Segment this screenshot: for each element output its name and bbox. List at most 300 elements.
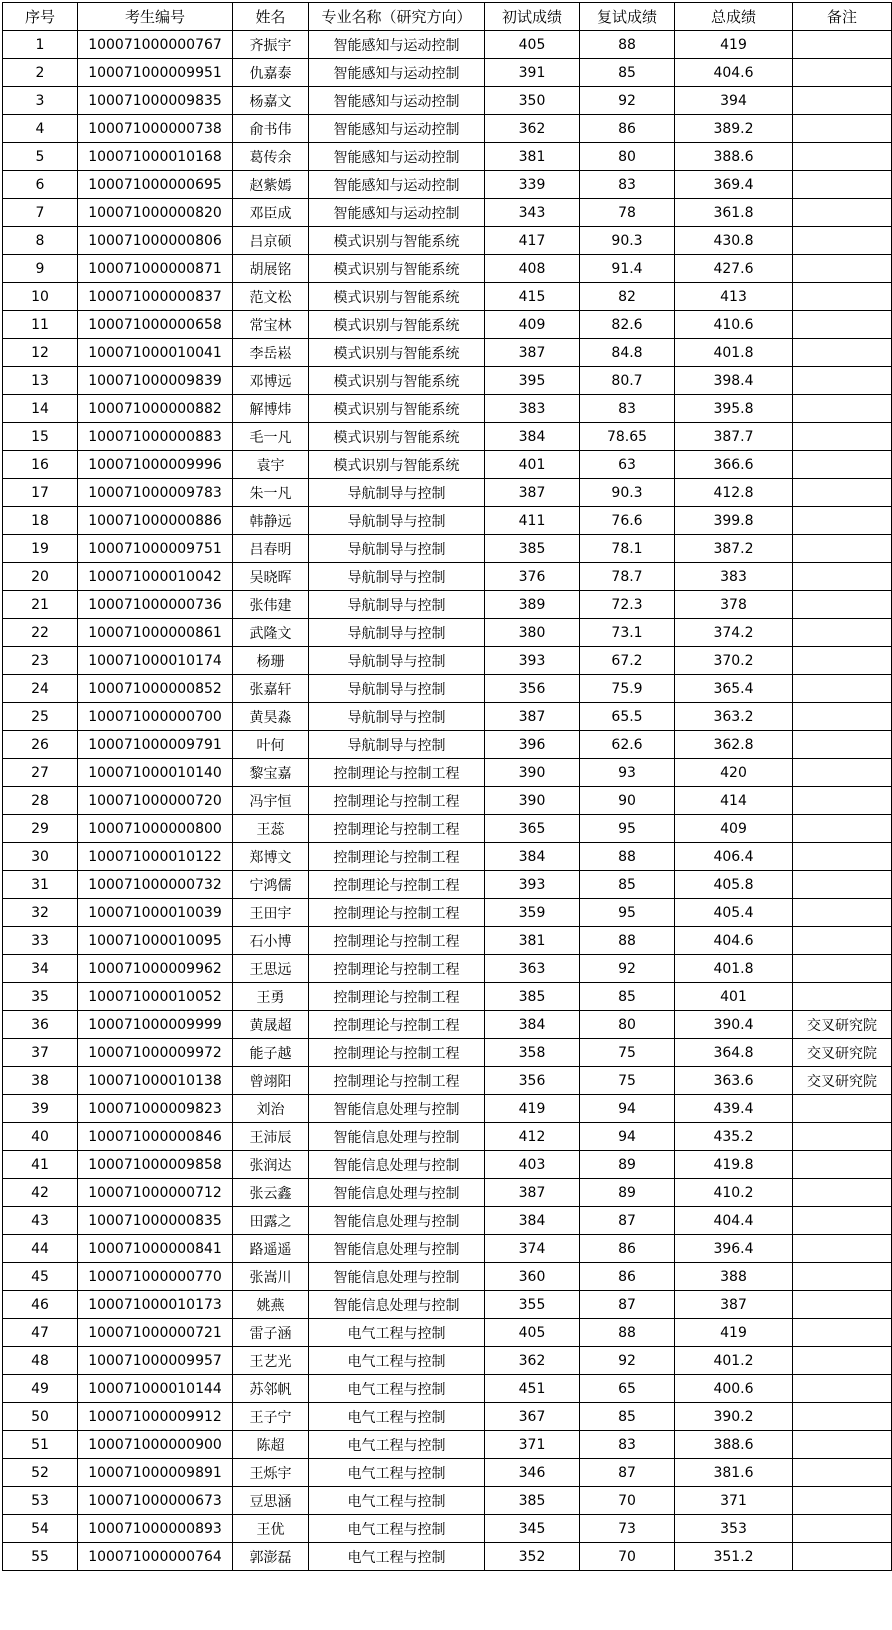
cell-total-score: 435.2 — [675, 1123, 793, 1151]
cell-retest-score: 95 — [580, 815, 675, 843]
cell-candidate-id: 100071000010042 — [78, 563, 233, 591]
cell-remarks — [793, 1431, 892, 1459]
table-row — [3, 423, 892, 451]
cell-name: 张润达 — [233, 1151, 309, 1179]
cell-name: 常宝林 — [233, 311, 309, 339]
cell-candidate-id: 100071000000820 — [78, 199, 233, 227]
table-row — [3, 871, 892, 899]
cell-name: 王烁宇 — [233, 1459, 309, 1487]
cell-major: 智能感知与运动控制 — [309, 59, 485, 87]
cell-major: 智能信息处理与控制 — [309, 1207, 485, 1235]
cell-candidate-id: 100071000010052 — [78, 983, 233, 1011]
table-row — [3, 451, 892, 479]
cell-candidate-id: 100071000010041 — [78, 339, 233, 367]
cell-total-score: 370.2 — [675, 647, 793, 675]
cell-total-score: 388.6 — [675, 143, 793, 171]
cell-total-score: 390.4 — [675, 1011, 793, 1039]
cell-major: 智能感知与运动控制 — [309, 87, 485, 115]
cell-index: 28 — [3, 787, 78, 815]
cell-major: 智能信息处理与控制 — [309, 1235, 485, 1263]
header-prelim-score: 初试成绩 — [485, 3, 580, 31]
cell-candidate-id: 100071000000770 — [78, 1263, 233, 1291]
table-row — [3, 759, 892, 787]
cell-remarks — [793, 479, 892, 507]
cell-index: 23 — [3, 647, 78, 675]
cell-prelim-score: 355 — [485, 1291, 580, 1319]
cell-retest-score: 94 — [580, 1095, 675, 1123]
cell-remarks — [793, 395, 892, 423]
cell-retest-score: 88 — [580, 1319, 675, 1347]
cell-name: 张嘉轩 — [233, 675, 309, 703]
cell-major: 控制理论与控制工程 — [309, 871, 485, 899]
cell-remarks — [793, 227, 892, 255]
cell-candidate-id: 100071000000732 — [78, 871, 233, 899]
cell-index: 33 — [3, 927, 78, 955]
table-body — [3, 31, 892, 1571]
cell-prelim-score: 362 — [485, 115, 580, 143]
cell-index: 25 — [3, 703, 78, 731]
cell-total-score: 420 — [675, 759, 793, 787]
cell-candidate-id: 100071000000806 — [78, 227, 233, 255]
cell-retest-score: 90 — [580, 787, 675, 815]
cell-candidate-id: 100071000009823 — [78, 1095, 233, 1123]
cell-candidate-id: 100071000010174 — [78, 647, 233, 675]
cell-retest-score: 84.8 — [580, 339, 675, 367]
cell-index: 35 — [3, 983, 78, 1011]
table-row — [3, 1431, 892, 1459]
cell-prelim-score: 358 — [485, 1039, 580, 1067]
table-row — [3, 927, 892, 955]
cell-total-score: 374.2 — [675, 619, 793, 647]
cell-candidate-id: 100071000009957 — [78, 1347, 233, 1375]
cell-remarks: 交叉研究院 — [793, 1039, 892, 1067]
cell-index: 18 — [3, 507, 78, 535]
cell-retest-score: 87 — [580, 1207, 675, 1235]
table-row — [3, 955, 892, 983]
cell-index: 26 — [3, 731, 78, 759]
cell-total-score: 412.8 — [675, 479, 793, 507]
cell-prelim-score: 356 — [485, 1067, 580, 1095]
table-row — [3, 703, 892, 731]
cell-candidate-id: 100071000009751 — [78, 535, 233, 563]
cell-candidate-id: 100071000000886 — [78, 507, 233, 535]
cell-remarks — [793, 423, 892, 451]
cell-prelim-score: 359 — [485, 899, 580, 927]
cell-remarks — [793, 731, 892, 759]
table-row — [3, 199, 892, 227]
cell-retest-score: 75.9 — [580, 675, 675, 703]
cell-candidate-id: 100071000010138 — [78, 1067, 233, 1095]
table-row — [3, 591, 892, 619]
cell-name: 豆思涵 — [233, 1487, 309, 1515]
cell-remarks — [793, 507, 892, 535]
cell-remarks — [793, 1347, 892, 1375]
cell-total-score: 395.8 — [675, 395, 793, 423]
cell-candidate-id: 100071000009835 — [78, 87, 233, 115]
cell-retest-score: 87 — [580, 1291, 675, 1319]
cell-retest-score: 92 — [580, 87, 675, 115]
cell-name: 吕春明 — [233, 535, 309, 563]
cell-name: 姚燕 — [233, 1291, 309, 1319]
table-row — [3, 1123, 892, 1151]
cell-index: 16 — [3, 451, 78, 479]
cell-major: 控制理论与控制工程 — [309, 1039, 485, 1067]
cell-remarks — [793, 1123, 892, 1151]
cell-index: 11 — [3, 311, 78, 339]
cell-index: 19 — [3, 535, 78, 563]
table-row — [3, 31, 892, 59]
cell-candidate-id: 100071000009858 — [78, 1151, 233, 1179]
cell-index: 17 — [3, 479, 78, 507]
cell-index: 15 — [3, 423, 78, 451]
table-row — [3, 59, 892, 87]
cell-major: 模式识别与智能系统 — [309, 339, 485, 367]
cell-major: 模式识别与智能系统 — [309, 283, 485, 311]
cell-total-score: 427.6 — [675, 255, 793, 283]
cell-retest-score: 65 — [580, 1375, 675, 1403]
cell-major: 控制理论与控制工程 — [309, 1011, 485, 1039]
cell-total-score: 399.8 — [675, 507, 793, 535]
cell-name: 解博炜 — [233, 395, 309, 423]
cell-total-score: 410.6 — [675, 311, 793, 339]
cell-prelim-score: 385 — [485, 983, 580, 1011]
cell-total-score: 401.8 — [675, 955, 793, 983]
cell-prelim-score: 376 — [485, 563, 580, 591]
cell-remarks: 交叉研究院 — [793, 1011, 892, 1039]
cell-name: 吴晓晖 — [233, 563, 309, 591]
cell-retest-score: 92 — [580, 955, 675, 983]
cell-major: 智能信息处理与控制 — [309, 1291, 485, 1319]
cell-prelim-score: 396 — [485, 731, 580, 759]
cell-candidate-id: 100071000009996 — [78, 451, 233, 479]
cell-major: 导航制导与控制 — [309, 479, 485, 507]
cell-major: 模式识别与智能系统 — [309, 255, 485, 283]
cell-candidate-id: 100071000009839 — [78, 367, 233, 395]
cell-total-score: 398.4 — [675, 367, 793, 395]
cell-index: 31 — [3, 871, 78, 899]
cell-prelim-score: 360 — [485, 1263, 580, 1291]
cell-prelim-score: 381 — [485, 143, 580, 171]
cell-retest-score: 83 — [580, 395, 675, 423]
cell-index: 6 — [3, 171, 78, 199]
cell-remarks: 交叉研究院 — [793, 1067, 892, 1095]
cell-total-score: 404.6 — [675, 59, 793, 87]
cell-major: 模式识别与智能系统 — [309, 451, 485, 479]
table-row — [3, 311, 892, 339]
cell-total-score: 353 — [675, 1515, 793, 1543]
cell-remarks — [793, 367, 892, 395]
cell-remarks — [793, 87, 892, 115]
cell-name: 郭澎磊 — [233, 1543, 309, 1571]
table-row — [3, 395, 892, 423]
cell-major: 控制理论与控制工程 — [309, 815, 485, 843]
cell-remarks — [793, 983, 892, 1011]
cell-candidate-id: 100071000000837 — [78, 283, 233, 311]
cell-major: 电气工程与控制 — [309, 1543, 485, 1571]
cell-retest-score: 91.4 — [580, 255, 675, 283]
cell-remarks — [793, 1235, 892, 1263]
cell-retest-score: 80.7 — [580, 367, 675, 395]
cell-total-score: 366.6 — [675, 451, 793, 479]
cell-name: 武隆文 — [233, 619, 309, 647]
cell-remarks — [793, 843, 892, 871]
cell-total-score: 383 — [675, 563, 793, 591]
cell-name: 仇嘉泰 — [233, 59, 309, 87]
cell-remarks — [793, 1403, 892, 1431]
cell-retest-score: 83 — [580, 171, 675, 199]
cell-index: 12 — [3, 339, 78, 367]
cell-prelim-score: 391 — [485, 59, 580, 87]
cell-total-score: 371 — [675, 1487, 793, 1515]
cell-prelim-score: 403 — [485, 1151, 580, 1179]
cell-name: 袁宇 — [233, 451, 309, 479]
cell-index: 49 — [3, 1375, 78, 1403]
cell-candidate-id: 100071000000883 — [78, 423, 233, 451]
cell-total-score: 401 — [675, 983, 793, 1011]
cell-name: 黎宝嘉 — [233, 759, 309, 787]
cell-candidate-id: 100071000009891 — [78, 1459, 233, 1487]
cell-index: 48 — [3, 1347, 78, 1375]
table-row — [3, 1375, 892, 1403]
cell-index: 54 — [3, 1515, 78, 1543]
cell-remarks — [793, 563, 892, 591]
cell-index: 50 — [3, 1403, 78, 1431]
cell-name: 石小博 — [233, 927, 309, 955]
cell-prelim-score: 405 — [485, 31, 580, 59]
cell-prelim-score: 390 — [485, 787, 580, 815]
cell-prelim-score: 411 — [485, 507, 580, 535]
cell-prelim-score: 384 — [485, 843, 580, 871]
cell-index: 53 — [3, 1487, 78, 1515]
cell-major: 导航制导与控制 — [309, 619, 485, 647]
cell-major: 控制理论与控制工程 — [309, 927, 485, 955]
cell-candidate-id: 100071000000736 — [78, 591, 233, 619]
cell-major: 电气工程与控制 — [309, 1487, 485, 1515]
cell-total-score: 381.6 — [675, 1459, 793, 1487]
cell-retest-score: 90.3 — [580, 227, 675, 255]
cell-name: 能子越 — [233, 1039, 309, 1067]
table-row — [3, 1179, 892, 1207]
cell-index: 51 — [3, 1431, 78, 1459]
table-row — [3, 339, 892, 367]
cell-candidate-id: 100071000000900 — [78, 1431, 233, 1459]
cell-total-score: 388.6 — [675, 1431, 793, 1459]
cell-total-score: 363.2 — [675, 703, 793, 731]
cell-remarks — [793, 255, 892, 283]
cell-prelim-score: 343 — [485, 199, 580, 227]
cell-major: 智能信息处理与控制 — [309, 1151, 485, 1179]
cell-remarks — [793, 647, 892, 675]
cell-major: 控制理论与控制工程 — [309, 983, 485, 1011]
cell-remarks — [793, 199, 892, 227]
cell-name: 王田宇 — [233, 899, 309, 927]
cell-remarks — [793, 1543, 892, 1571]
cell-remarks — [793, 1515, 892, 1543]
cell-index: 1 — [3, 31, 78, 59]
cell-retest-score: 88 — [580, 927, 675, 955]
table-row — [3, 1487, 892, 1515]
cell-major: 控制理论与控制工程 — [309, 843, 485, 871]
cell-major: 模式识别与智能系统 — [309, 227, 485, 255]
cell-candidate-id: 100071000009912 — [78, 1403, 233, 1431]
cell-remarks — [793, 1095, 892, 1123]
cell-index: 42 — [3, 1179, 78, 1207]
cell-prelim-score: 390 — [485, 759, 580, 787]
cell-remarks — [793, 1291, 892, 1319]
cell-total-score: 362.8 — [675, 731, 793, 759]
cell-index: 2 — [3, 59, 78, 87]
cell-total-score: 400.6 — [675, 1375, 793, 1403]
cell-retest-score: 92 — [580, 1347, 675, 1375]
table-header — [3, 3, 892, 31]
cell-candidate-id: 100071000010140 — [78, 759, 233, 787]
cell-candidate-id: 100071000010122 — [78, 843, 233, 871]
cell-major: 智能信息处理与控制 — [309, 1179, 485, 1207]
cell-name: 葛传余 — [233, 143, 309, 171]
table-row — [3, 843, 892, 871]
cell-index: 14 — [3, 395, 78, 423]
cell-name: 宁鸿儒 — [233, 871, 309, 899]
cell-retest-score: 86 — [580, 1263, 675, 1291]
cell-candidate-id: 100071000000712 — [78, 1179, 233, 1207]
cell-major: 智能感知与运动控制 — [309, 199, 485, 227]
cell-candidate-id: 100071000000800 — [78, 815, 233, 843]
cell-retest-score: 70 — [580, 1543, 675, 1571]
table-row — [3, 1207, 892, 1235]
cell-major: 模式识别与智能系统 — [309, 311, 485, 339]
cell-retest-score: 82.6 — [580, 311, 675, 339]
cell-major: 导航制导与控制 — [309, 535, 485, 563]
cell-total-score: 361.8 — [675, 199, 793, 227]
cell-total-score: 365.4 — [675, 675, 793, 703]
cell-name: 王思远 — [233, 955, 309, 983]
table-row — [3, 143, 892, 171]
cell-prelim-score: 367 — [485, 1403, 580, 1431]
cell-total-score: 401.8 — [675, 339, 793, 367]
cell-name: 王艺光 — [233, 1347, 309, 1375]
cell-retest-score: 88 — [580, 843, 675, 871]
header-retest-score: 复试成绩 — [580, 3, 675, 31]
cell-retest-score: 93 — [580, 759, 675, 787]
cell-total-score: 419 — [675, 1319, 793, 1347]
cell-index: 27 — [3, 759, 78, 787]
cell-major: 智能感知与运动控制 — [309, 31, 485, 59]
cell-prelim-score: 381 — [485, 927, 580, 955]
table-row — [3, 899, 892, 927]
cell-prelim-score: 387 — [485, 1179, 580, 1207]
cell-name: 黄晟超 — [233, 1011, 309, 1039]
cell-major: 智能信息处理与控制 — [309, 1123, 485, 1151]
cell-index: 41 — [3, 1151, 78, 1179]
cell-total-score: 419.8 — [675, 1151, 793, 1179]
cell-remarks — [793, 591, 892, 619]
table-row — [3, 171, 892, 199]
cell-name: 韩静远 — [233, 507, 309, 535]
cell-index: 5 — [3, 143, 78, 171]
cell-remarks — [793, 283, 892, 311]
cell-major: 导航制导与控制 — [309, 563, 485, 591]
cell-major: 控制理论与控制工程 — [309, 1067, 485, 1095]
cell-prelim-score: 356 — [485, 675, 580, 703]
table-row — [3, 367, 892, 395]
cell-index: 46 — [3, 1291, 78, 1319]
cell-total-score: 387 — [675, 1291, 793, 1319]
cell-name: 张云鑫 — [233, 1179, 309, 1207]
cell-major: 智能感知与运动控制 — [309, 115, 485, 143]
cell-name: 王沛辰 — [233, 1123, 309, 1151]
cell-name: 杨珊 — [233, 647, 309, 675]
cell-candidate-id: 100071000000767 — [78, 31, 233, 59]
cell-candidate-id: 100071000000846 — [78, 1123, 233, 1151]
table-row — [3, 619, 892, 647]
cell-candidate-id: 100071000009783 — [78, 479, 233, 507]
cell-retest-score: 82 — [580, 283, 675, 311]
cell-retest-score: 83 — [580, 1431, 675, 1459]
cell-prelim-score: 387 — [485, 479, 580, 507]
cell-prelim-score: 345 — [485, 1515, 580, 1543]
cell-remarks — [793, 871, 892, 899]
cell-remarks — [793, 787, 892, 815]
cell-major: 智能信息处理与控制 — [309, 1095, 485, 1123]
cell-prelim-score: 412 — [485, 1123, 580, 1151]
cell-name: 张伟建 — [233, 591, 309, 619]
cell-prelim-score: 352 — [485, 1543, 580, 1571]
cell-total-score: 404.6 — [675, 927, 793, 955]
cell-name: 赵紫嫣 — [233, 171, 309, 199]
cell-retest-score: 88 — [580, 31, 675, 59]
cell-total-score: 419 — [675, 31, 793, 59]
cell-prelim-score: 387 — [485, 703, 580, 731]
cell-major: 电气工程与控制 — [309, 1515, 485, 1543]
cell-name: 齐振宇 — [233, 31, 309, 59]
cell-name: 刘治 — [233, 1095, 309, 1123]
cell-index: 38 — [3, 1067, 78, 1095]
cell-name: 陈超 — [233, 1431, 309, 1459]
cell-total-score: 396.4 — [675, 1235, 793, 1263]
cell-major: 电气工程与控制 — [309, 1459, 485, 1487]
cell-candidate-id: 100071000000700 — [78, 703, 233, 731]
cell-name: 邓博远 — [233, 367, 309, 395]
cell-name: 冯宇恒 — [233, 787, 309, 815]
cell-total-score: 369.4 — [675, 171, 793, 199]
cell-name: 路遥遥 — [233, 1235, 309, 1263]
cell-retest-score: 89 — [580, 1179, 675, 1207]
table-row — [3, 731, 892, 759]
cell-remarks — [793, 311, 892, 339]
cell-prelim-score: 384 — [485, 423, 580, 451]
cell-candidate-id: 100071000009972 — [78, 1039, 233, 1067]
table-row — [3, 1011, 892, 1039]
cell-candidate-id: 100071000009951 — [78, 59, 233, 87]
cell-total-score: 387.7 — [675, 423, 793, 451]
cell-total-score: 430.8 — [675, 227, 793, 255]
cell-remarks — [793, 955, 892, 983]
cell-retest-score: 94 — [580, 1123, 675, 1151]
cell-remarks — [793, 1319, 892, 1347]
cell-candidate-id: 100071000000882 — [78, 395, 233, 423]
cell-retest-score: 80 — [580, 1011, 675, 1039]
cell-candidate-id: 100071000000721 — [78, 1319, 233, 1347]
cell-remarks — [793, 1375, 892, 1403]
table-row — [3, 1039, 892, 1067]
cell-candidate-id: 100071000010039 — [78, 899, 233, 927]
cell-index: 13 — [3, 367, 78, 395]
cell-candidate-id: 100071000009791 — [78, 731, 233, 759]
cell-retest-score: 65.5 — [580, 703, 675, 731]
cell-total-score: 364.8 — [675, 1039, 793, 1067]
cell-candidate-id: 100071000000764 — [78, 1543, 233, 1571]
cell-prelim-score: 384 — [485, 1011, 580, 1039]
